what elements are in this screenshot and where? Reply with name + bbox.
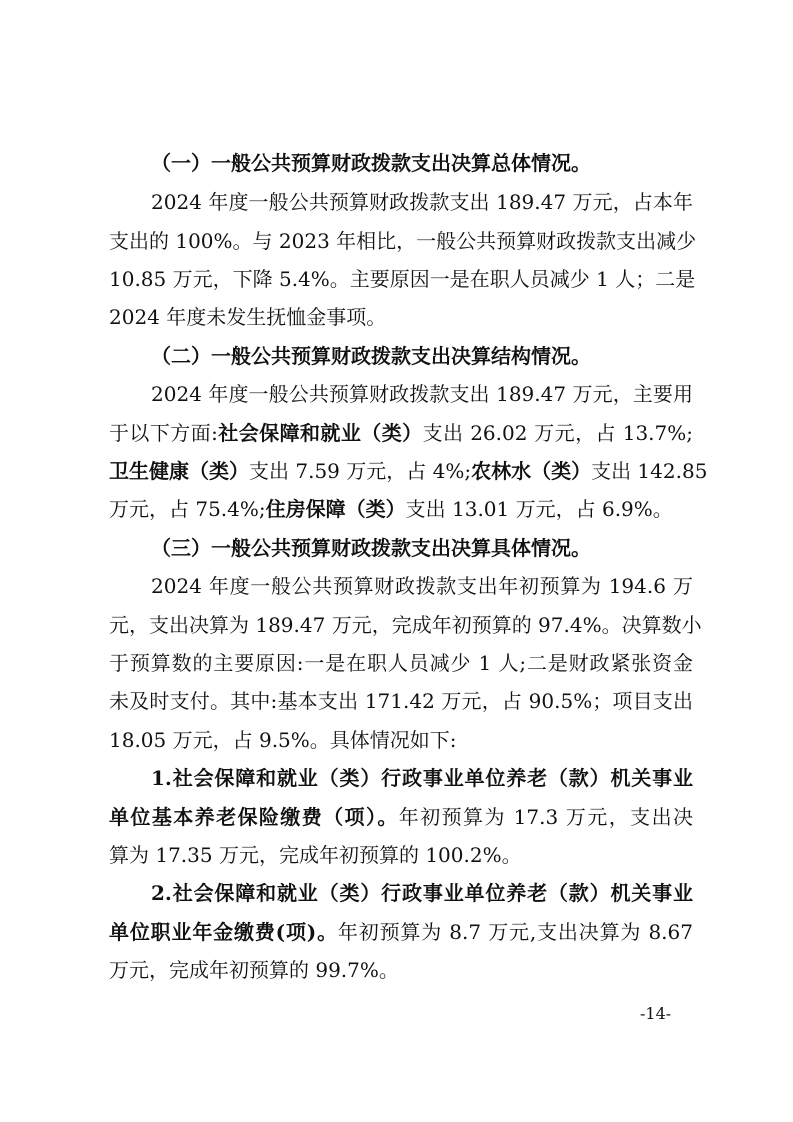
section-1-heading: （一）一般公共预算财政拨款支出决算总体情况。 — [151, 151, 591, 175]
text-run: 支出 142.85 — [591, 459, 708, 483]
text-run: 支出 7.59 万元，占 4%; — [249, 459, 472, 483]
paragraph-line: 未及时支付。其中:基本支出 171.42 万元，占 90.5%；项目支出 — [109, 689, 693, 713]
item-1-title-cont: 单位基本养老保险缴费（项）。 — [109, 805, 399, 829]
paragraph-line: 支出的 100%。与 2023 年相比，一般公共预算财政拨款支出减少 — [109, 229, 697, 253]
text-run: 年初预算为 8.7 万元,支出决算为 8.67 — [337, 920, 693, 944]
paragraph-line: 元，支出决算为 189.47 万元，完成年初预算的 97.4%。决算数小 — [109, 613, 702, 637]
paragraph-line: 2024 年度一般公共预算财政拨款支出年初预算为 194.6 万 — [151, 574, 693, 598]
text-run: 年初预算为 17.3 万元，支出决 — [398, 805, 694, 829]
category-health: 卫生健康（类） — [109, 459, 249, 483]
paragraph-line — [109, 418, 693, 448]
paragraph-line — [109, 456, 708, 486]
section-3-heading: （三）一般公共预算财政拨款支出决算具体情况。 — [151, 536, 591, 560]
category-agriculture: 农林水（类） — [471, 459, 592, 483]
category-social-security: 社会保障和就业（类） — [217, 421, 423, 445]
category-housing: 住房保障（类） — [265, 497, 406, 521]
paragraph-line: 10.85 万元，下降 5.4%。主要原因一是在职人员减少 1 人；二是 — [109, 267, 696, 291]
item-2-title-cont: 单位职业年金缴费(项)。 — [109, 920, 338, 944]
item-2-title: 2.社会保障和就业（类）行政事业单位养老（款）机关事业 — [151, 881, 693, 905]
text-run: 支出 13.01 万元，占 6.9%。 — [405, 497, 673, 521]
paragraph-line: 2024 年度一般公共预算财政拨款支出 189.47 万元，占本年 — [151, 190, 693, 214]
paragraph-line — [109, 917, 693, 947]
paragraph-line: 18.05 万元，占 9.5%。具体情况如下: — [109, 728, 457, 752]
section-2-heading: （二）一般公共预算财政拨款支出决算结构情况。 — [151, 344, 591, 368]
item-1-title: 1.社会保障和就业（类）行政事业单位养老（款）机关事业 — [151, 766, 693, 790]
text-run: 万元，占 75.4%; — [109, 497, 266, 521]
page-number: -14- — [640, 1004, 672, 1023]
paragraph-line: 于预算数的主要原因:一是在职人员减少 1 人;二是财政紧张资金 — [109, 651, 693, 675]
paragraph-line: 万元，完成年初预算的 99.7%。 — [109, 958, 399, 982]
text-run: 于以下方面: — [109, 421, 218, 445]
paragraph-line: 算为 17.35 万元，完成年初预算的 100.2%。 — [109, 843, 522, 867]
paragraph-line: 2024 年度一般公共预算财政拨款支出 189.47 万元，主要用 — [151, 382, 693, 406]
paragraph-line — [109, 494, 693, 524]
paragraph-line — [109, 802, 693, 832]
text-run: 支出 26.02 万元，占 13.7%; — [422, 421, 693, 445]
paragraph-line: 2024 年度未发生抚恤金事项。 — [109, 305, 387, 329]
